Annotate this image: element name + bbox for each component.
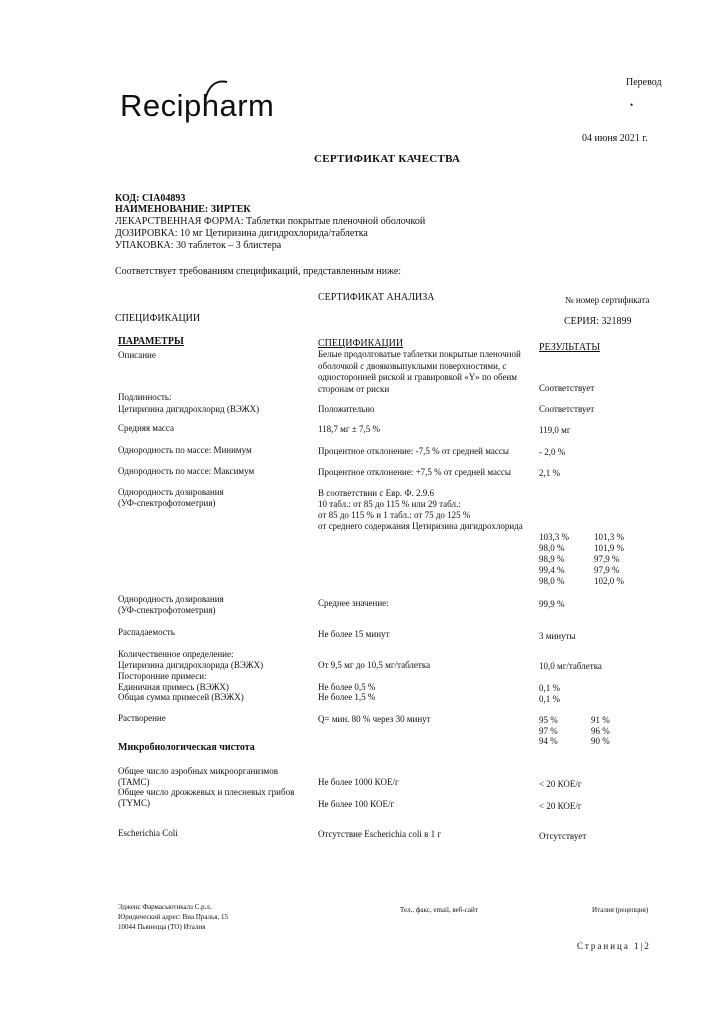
- result-tamc: < 20 КОЕ/г: [539, 779, 582, 789]
- param-average-mass: Средняя масса: [118, 423, 175, 433]
- spec-mass-max: Процентное отклонение: +7,5 % от средней массы: [318, 467, 511, 477]
- param-dosing-uniformity-avg: Однородность дозирования: [118, 594, 224, 604]
- dosing-result-value: 102,0 %: [594, 576, 624, 586]
- dosing-result-value: 103,3 %: [539, 532, 569, 542]
- param-dissolution: Растворение: [118, 713, 166, 723]
- result-average-mass: 119,0 мг: [539, 425, 571, 435]
- param-identity-method: Цетиризина дигидрохлорид (ВЭЖХ): [118, 404, 260, 414]
- translation-label: Перевод: [626, 77, 662, 88]
- param-description: Описание: [118, 350, 156, 360]
- param-tamc-abbr: (ТАМС): [118, 777, 150, 787]
- param-impurities: Посторонние примеси:: [118, 671, 207, 681]
- spec-average-mass: 118,7 мг ± 7,5 %: [318, 424, 380, 434]
- dosing-result-value: 97,9 %: [594, 565, 620, 575]
- dosing-results-col2: [594, 532, 624, 587]
- param-dosing-method: (УФ-спектрофотометрия): [118, 498, 216, 508]
- dissolution-result-value: 95 %: [539, 715, 558, 725]
- result-total-impurities: 0,1 %: [539, 694, 560, 704]
- result-disintegration: 3 минуты: [539, 631, 576, 641]
- certificate-number-label: № номер сертификата: [565, 295, 650, 305]
- spec-dosing-line: В соответствии с Евр. Ф. 2.9.6: [318, 488, 434, 498]
- document-date: 04 июня 2021 г.: [582, 133, 648, 144]
- result-tymc: < 20 КОЕ/г: [539, 801, 582, 811]
- spec-assay: От 9,5 мг до 10,5 мг/таблетка: [318, 660, 431, 670]
- dissolution-result-value: 97 %: [539, 725, 558, 736]
- result-dosing-avg: 99,9 %: [539, 599, 565, 609]
- param-dosing-uniformity: Однородность дозирования: [118, 487, 224, 497]
- spec-identity: Положительно: [318, 404, 375, 414]
- spec-disintegration: Не более 15 минут: [318, 629, 390, 639]
- compliance-statement: Соответствует требованиям спецификаций, представленным ниже:: [115, 266, 402, 277]
- param-assay-method: Цетиризина дигидрохлорида (ВЭЖХ): [118, 660, 264, 670]
- spec-single-impurity: Не более 0,5 %: [318, 682, 376, 692]
- analysis-title: СЕРТИФИКАТ АНАЛИЗА: [318, 292, 435, 303]
- spec-mass-min: Процентное отклонение: -7,5 % от средней массы: [318, 446, 509, 456]
- spec-tymc: Не более 100 КОЕ/г: [318, 799, 395, 809]
- spec-tamc: Не более 1000 КОЕ/г: [318, 777, 399, 787]
- param-identity: Подлинность:: [118, 392, 172, 402]
- param-dosing-avg-method: (УФ-спектрофотометрия): [118, 605, 216, 615]
- company-legal-address: Юридический адрес: Виа Пралья, 15: [118, 913, 228, 921]
- param-tymc: Общее число дрожжевых и плесневых грибов: [118, 787, 295, 797]
- dosing-result-value: 101,3 %: [594, 532, 624, 542]
- logo-text: Recipharm: [120, 88, 275, 123]
- dissolution-result-value: 94 %: [539, 736, 558, 746]
- company-address: [118, 902, 228, 932]
- column-header-params: ПАРАМЕТРЫ: [118, 336, 184, 347]
- page-number: Страница 1|2: [577, 941, 651, 951]
- result-mass-min: - 2,0 %: [539, 447, 566, 457]
- dosage: ДОЗИРОВКА: 10 мг Цетиризина дигидрохлорида/таблетка: [115, 228, 368, 239]
- param-disintegration: Распадаемость: [118, 627, 175, 637]
- dissolution-result-value: 91 %: [591, 715, 610, 725]
- dosing-result-value: 98,0 %: [539, 576, 565, 586]
- dosing-results-col1: [539, 532, 569, 587]
- result-description: Соответствует: [539, 383, 595, 393]
- param-single-impurity: Единичная примесь (ВЭЖХ): [118, 682, 229, 692]
- dosing-result-value: 98,9 %: [539, 554, 565, 564]
- result-identity: Соответствует: [539, 404, 595, 414]
- spec-total-impurities: Не более 1,5 %: [318, 692, 376, 702]
- dosage-form: ЛЕКАРСТВЕННАЯ ФОРМА: Таблетки покрытые пленочной оболочкой: [115, 216, 426, 227]
- dosing-result-value: 98,0 %: [539, 543, 565, 553]
- packaging: УПАКОВКА: 30 таблеток – 3 блистера: [115, 240, 282, 251]
- dosing-result-value: 97,9 %: [594, 554, 620, 564]
- product-name: НАИМЕНОВАНИЕ: ЗИРТЕК: [115, 204, 251, 215]
- column-header-specs: СПЕЦИФИКАЦИИ: [318, 338, 404, 349]
- recipharm-logo: [120, 88, 274, 124]
- result-assay: 10,0 мг/таблетка: [539, 661, 602, 671]
- result-single-impurity: 0,1 %: [539, 683, 560, 693]
- certificate-title: СЕРТИФИКАТ КАЧЕСТВА: [314, 153, 461, 165]
- specifications-heading: СПЕЦИФИКАЦИИ: [115, 313, 201, 324]
- result-ecoli: Отсутствует: [539, 831, 587, 841]
- product-code: КОД: CIA04893: [115, 193, 186, 204]
- series-number: СЕРИЯ: 321899: [564, 316, 632, 327]
- dissolution-result-value: 90 %: [591, 736, 610, 746]
- spec-dissolution: Q= мин. 80 % через 30 минут: [318, 714, 431, 724]
- spec-dosing-line: 10 табл.: от 85 до 115 % или 29 табл.:: [318, 499, 461, 509]
- spec-dosing-line: от 85 до 115 % и 1 табл.: от 75 до 125 %: [318, 510, 471, 520]
- spec-dosing-avg: Среднее значение:: [318, 598, 389, 608]
- param-mass-max: Однородность по массе: Максимум: [118, 466, 255, 476]
- microbiological-purity-heading: Микробиологическая чистота: [118, 742, 255, 753]
- dosing-result-value: 99,4 %: [539, 565, 565, 575]
- company-name: Эдженс Фармасьютикалз С.р.л.: [118, 903, 212, 911]
- param-total-impurities: Общая сумма примесей (ВЭЖХ): [118, 692, 244, 702]
- header-dot: •: [630, 100, 634, 110]
- dissolution-result-value: 96 %: [591, 725, 610, 736]
- spec-description: Белые продолговатые таблетки покрытые пленочной оболочкой с двояковыпуклыми поверхностями, с односторонней риской и гравировкой «Y» по обеим сторонам от риски: [318, 349, 521, 394]
- result-mass-max: 2,1 %: [539, 468, 560, 478]
- signature-line: Италия (рецепция): [592, 906, 649, 914]
- dissolution-results-col1: [539, 715, 558, 747]
- logo-swoosh-icon: [199, 78, 239, 102]
- param-mass-min: Однородность по массе: Минимум: [118, 445, 252, 455]
- column-header-results: РЕЗУЛЬТАТЫ: [539, 342, 601, 353]
- param-assay: Количественное определение:: [118, 649, 234, 659]
- dosing-result-value: 101,9 %: [594, 543, 624, 553]
- param-tymc-abbr: (TYMC): [118, 798, 150, 808]
- spec-ecoli: Отсутствие Escherichia coli в 1 г: [318, 829, 442, 839]
- param-ecoli: Escherichia Coli: [118, 828, 178, 838]
- param-tamc: Общее число аэробных микроорганизмов: [118, 766, 278, 776]
- dissolution-results-col2: [591, 715, 610, 747]
- contacts-line: Тел., факс, email, веб-сайт: [400, 906, 478, 914]
- spec-dosing-line: от среднего содержания Цетиризина дигидрохлорида: [318, 521, 523, 531]
- company-city: 10044 Пьянецца (ТО) Италия: [118, 923, 206, 931]
